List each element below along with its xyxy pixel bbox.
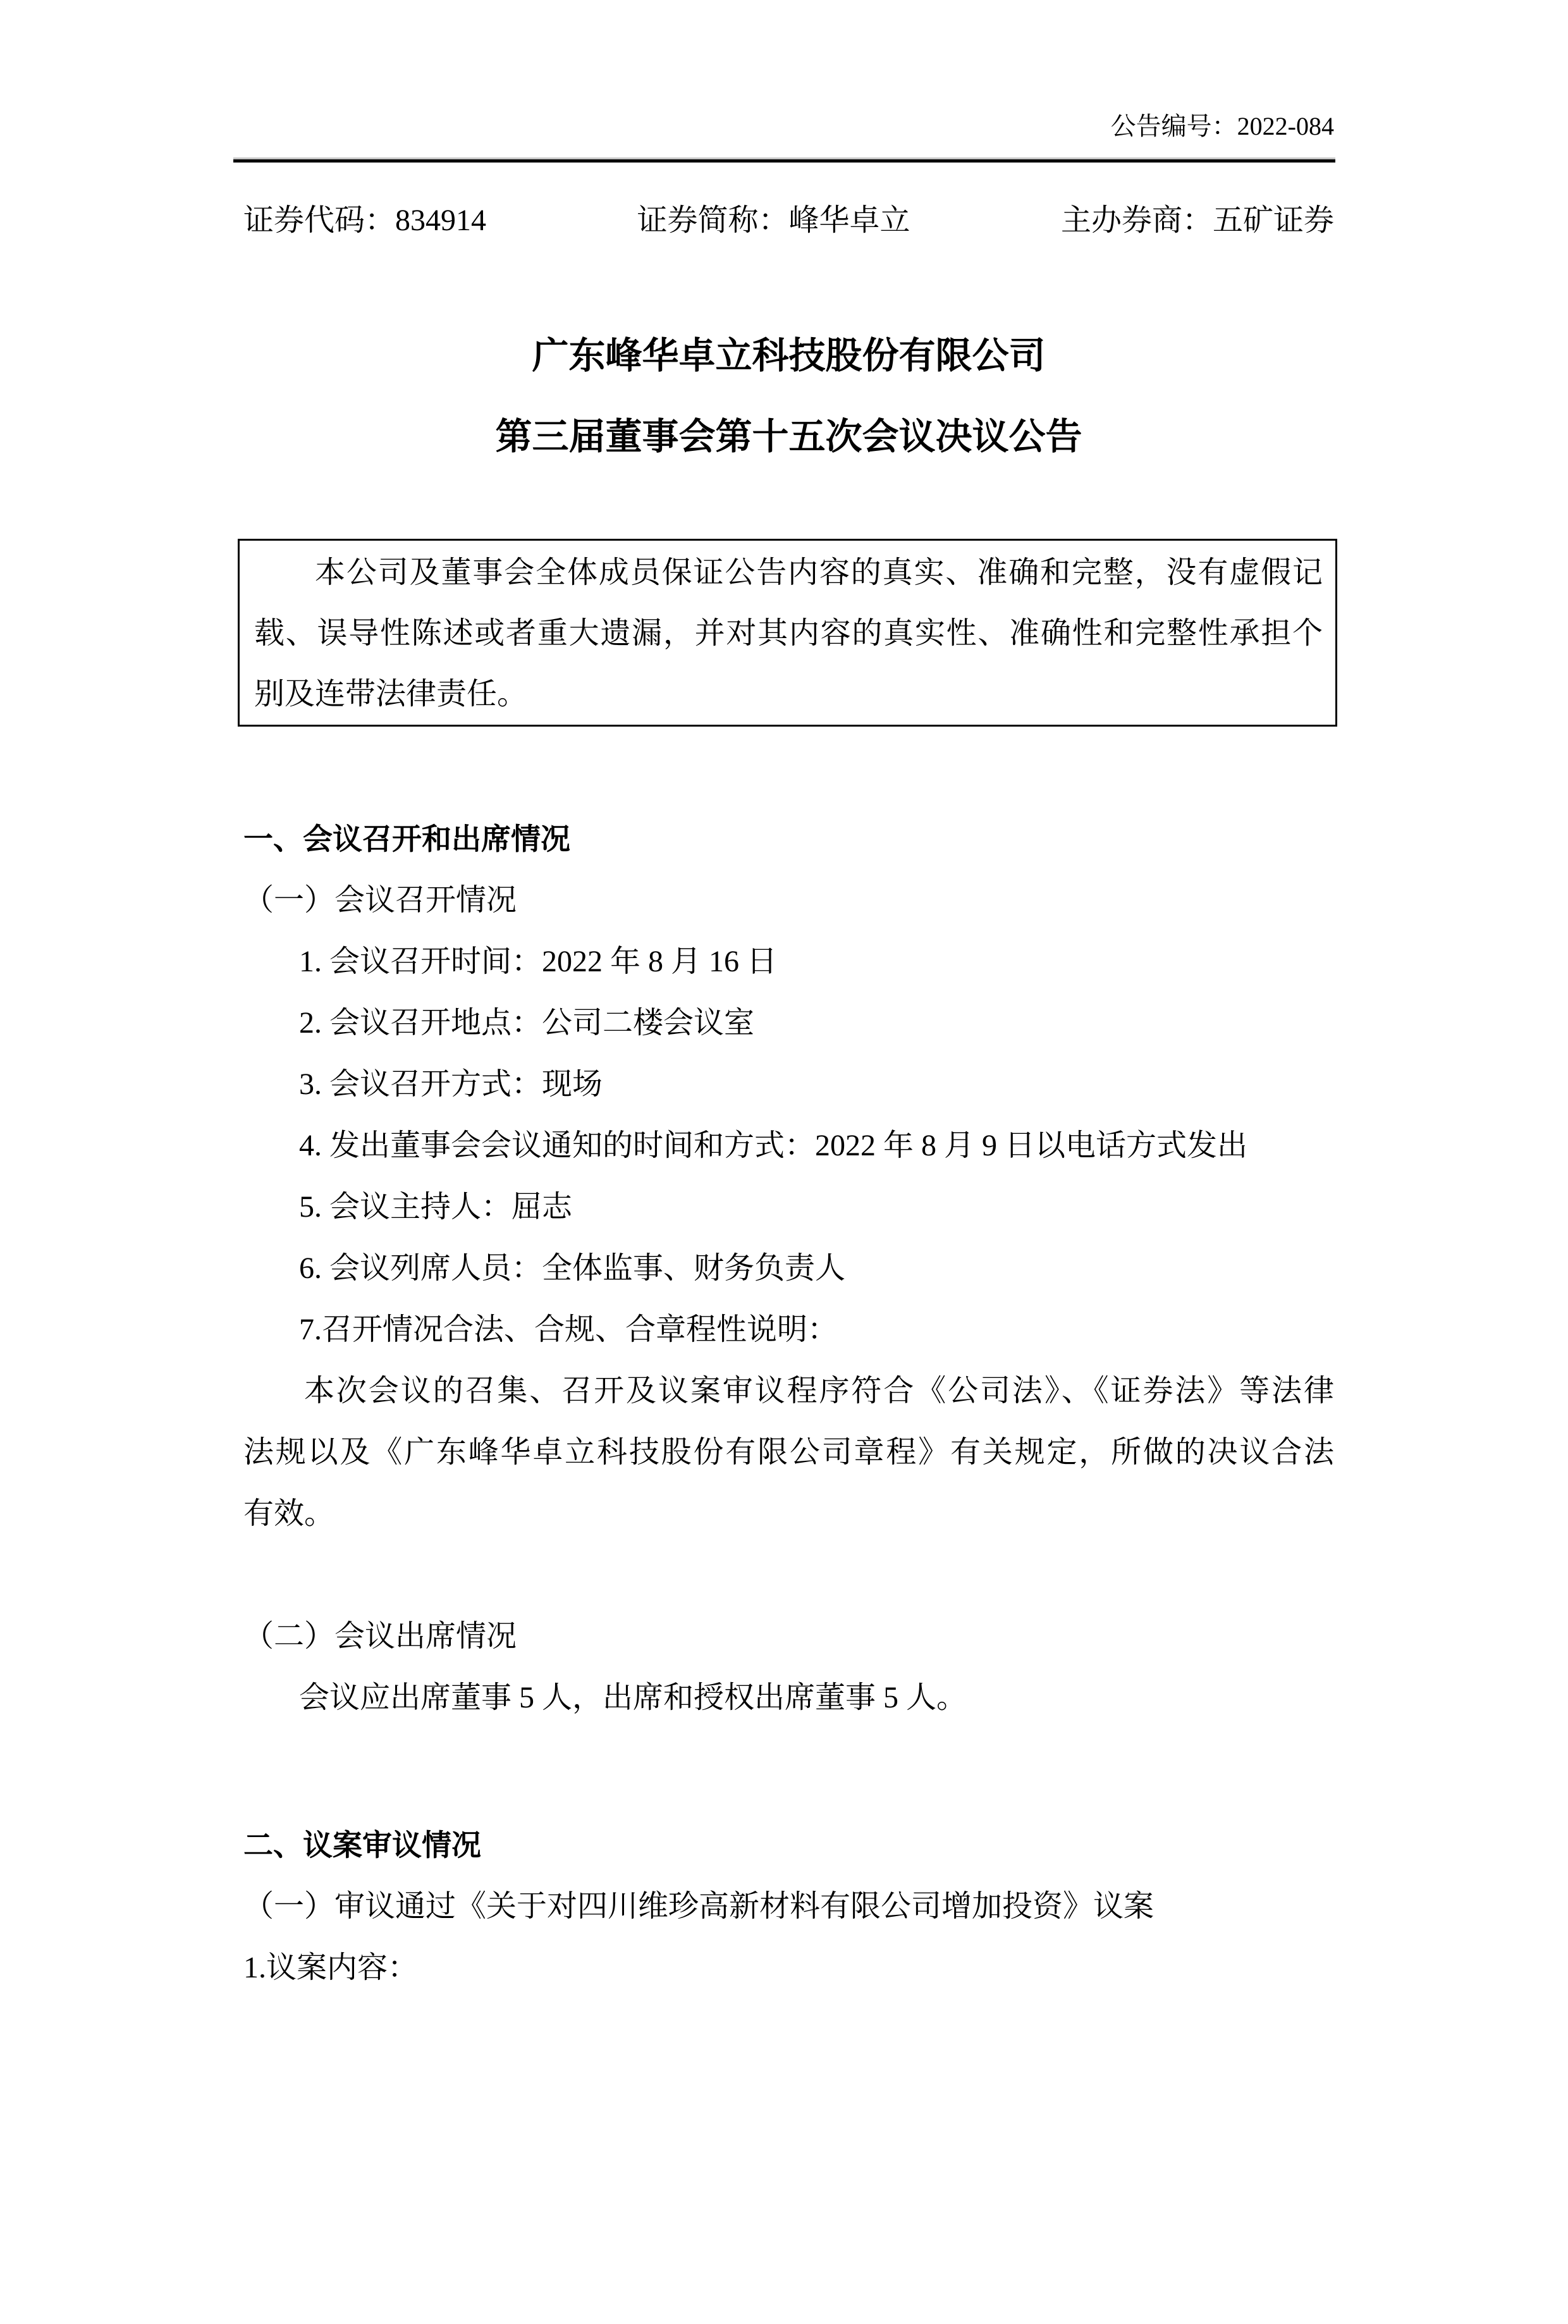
securities-short-name: 证券简称：峰华卓立 [637,204,910,237]
disclaimer-line: 载、误导性陈述或者重大遗漏，并对其内容的真实性、准确性和完整性承担个 [254,617,1323,650]
proposal-content-label: 1.议案内容： [243,1951,419,1984]
announcement-number: 公告编号：2022-084 [1110,112,1334,140]
sponsor-broker: 主办券商：五矿证券 [1060,204,1334,237]
section1-heading: 一、会议召开和出席情况 [243,822,570,856]
meeting-resolution-title: 第三届董事会第十五次会议决议公告 [495,416,1082,457]
section2-subheading-proposal: （一）审议通过《关于对四川维珍高新材料有限公司增加投资》议案 [243,1890,1155,1923]
meeting-place-item: 2. 会议召开地点：公司二楼会议室 [299,1006,755,1040]
company-name-title: 广东峰华卓立科技股份有限公司 [532,335,1046,376]
legality-statement-line: 法规以及《广东峰华卓立科技股份有限公司章程》有关规定，所做的决议合法 [243,1436,1334,1469]
meeting-legality-label-item: 7.召开情况合法、合规、合章程性说明： [299,1313,838,1346]
attendance-statement: 会议应出席董事 5 人，出席和授权出席董事 5 人。 [299,1681,967,1714]
meeting-attendees-item: 6. 会议列席人员：全体监事、财务负责人 [299,1251,846,1285]
meeting-method-item: 3. 会议召开方式：现场 [299,1067,603,1101]
meeting-time-item: 1. 会议召开时间：2022 年 8 月 16 日 [299,945,778,978]
blank-line [243,1544,1334,1606]
securities-header-row [243,200,1334,241]
section1-subheading-convening: （一）会议召开情况 [243,883,517,917]
section2-heading: 二、议案审议情况 [243,1828,481,1862]
header-divider-rule [233,159,1335,163]
disclaimer-box [238,539,1337,727]
meeting-host-item: 5. 会议主持人：屈志 [299,1190,573,1224]
legality-statement-line: 本次会议的召集、召开及议案审议程序符合《公司法》、《证券法》等法律 [304,1374,1334,1408]
meeting-notice-item: 4. 发出董事会会议通知的时间和方式：2022 年 8 月 9 日以电话方式发出 [299,1129,1248,1162]
document-title [243,316,1334,477]
securities-code: 证券代码：834914 [243,204,487,237]
disclaimer-line: 本公司及董事会全体成员保证公告内容的真实、准确和完整，没有虚假记 [315,556,1323,589]
section1-subheading-attendance: （二）会议出席情况 [243,1620,517,1653]
disclaimer-line: 别及连带法律责任。 [254,677,528,711]
legality-statement-line: 有效。 [243,1497,335,1530]
